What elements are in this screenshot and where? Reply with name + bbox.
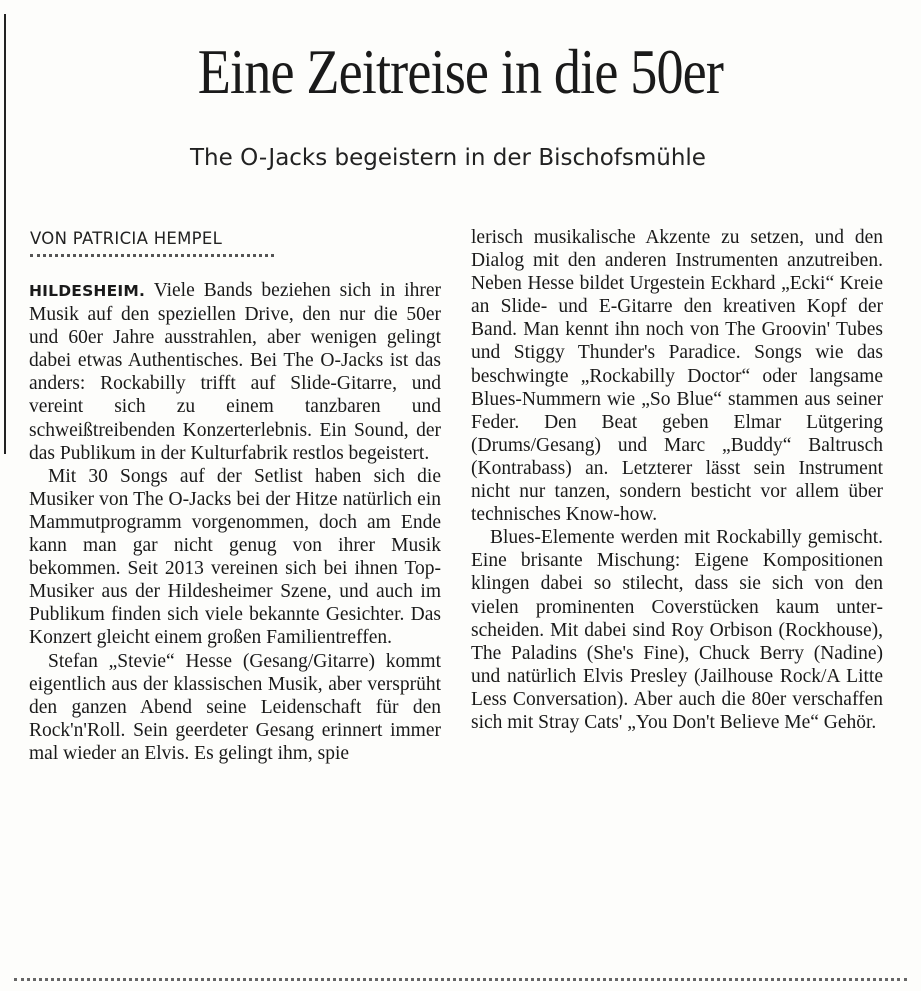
right-column [471, 226, 883, 734]
paragraph-4: lerisch musikalische Akzente zu setzen, und den Dialog mit den anderen Instrumenten anzutreiben. Neben Hesse bildet Urgestein Eckhard „Ecki“ Kreie an Slide- und E-Gitarre den kreativen Kopf der Band. Man kennt ihn noch von The Groovin' Tubes und Stiggy Thunder's Paradice. Songs wie das beschwingte „Rockabilly Doctor“ oder langsame Blues-Nummern wie „So Blue“ stammen aus seiner Feder. Den Beat geben Elmar Lütgering (Drums/Gesang) und Marc „Buddy“ Baltrusch (Kontrabass) an. Letzterer lässt sein Instrument nicht nur tanzen, sondern besticht vor allem über technisches Know-how. [471, 227, 883, 526]
left-edge-rule [4, 14, 6, 454]
paragraph-2: Mit 30 Songs auf der Setlist haben sich die Musiker von The O-Jacks bei der Hitze natürlich ein Mammutprogramm vorgenommen, doch am Ende kann man gar nicht genug von ihrer Musik bekommen. Seit 2013 vereinen sich bei ihnen Top-Musiker aus der Hildesheimer Szene, und auch im Publikum finden sich viele bekannte Gesichter. Das Konzert gleicht einem großen Familientreffen. [29, 465, 441, 649]
paragraph-1-body: Viele Bands beziehen sich in ihrer Musik auf den speziellen Drive, den nur die 50er und 60er Jahre ausstrahlen, aber wenigen gelingt dabei etwas Authentisches. Bei The O-Jacks ist das anders: Rockabilly trifft auf Slide-Gitarre, und vereint sich zu einem tanzbaren und schweißtreibenden Konzerterlebnis. Ein Sound, der das Publikum in der Kulturfabrik restlos begeistert. [29, 280, 441, 464]
headline: Eine Zeitreise in die 50er [197, 37, 724, 107]
byline: VON PATRICIA HEMPEL [30, 229, 223, 248]
paragraph-3: Stefan „Stevie“ Hesse (Gesang/Gitarre) kommt eigentlich aus der klassischen Musik, aber versprüht den ganzen Abend seine Leidenschaft für den Rock'n'Roll. Sein geerdeter Gesang erinnert immer mal wieder an Elvis. Es gelingt ihm, spie [29, 650, 441, 764]
bottom-divider [14, 978, 907, 981]
byline-divider [30, 254, 274, 257]
subheadline: The O-Jacks begeistern in der Bischofsmühle [190, 145, 706, 171]
left-column [29, 279, 441, 765]
dateline: HILDESHEIM. [29, 282, 146, 300]
paragraph-5: Blues-Elemente werden mit Rockabilly gemischt. Eine brisante Mischung: Eigene Kompositionen klingen dabei so stilecht, dass sie sich von den vielen prominenten Coverstücken kaum unterscheiden. Mit dabei sind Roy Orbison (Rockhouse), The Paladins (She's Fine), Chuck Berry (Nadine) und natürlich Elvis Presley (Jailhouse Rock/A Litte Less Conversation). Aber auch die 80er verschaffen sich mit Stray Cats' „You Don't Believe Me“ Gehör. [471, 527, 883, 733]
paragraph-1 [29, 279, 441, 465]
